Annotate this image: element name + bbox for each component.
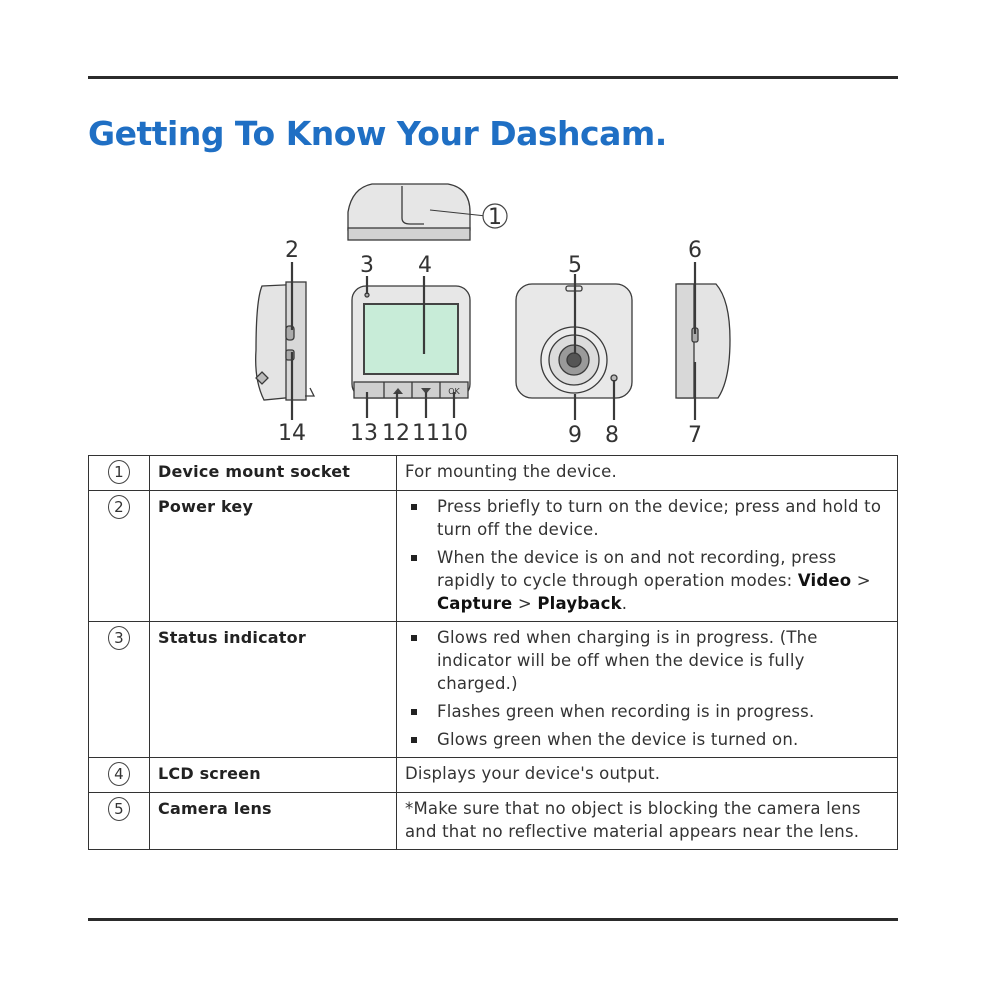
mode-playback: Playback <box>537 594 622 613</box>
bullet-item: When the device is on and not recording, press rapidly to cycle through operation modes: Video > Capture > Playback. <box>405 546 889 615</box>
callout-7: 7 <box>688 423 702 448</box>
callout-8: 8 <box>605 423 619 448</box>
callout-9: 9 <box>568 423 582 448</box>
component-description: *Make sure that no object is blocking the camera lens and that no reflective material appears near the lens. <box>397 793 898 850</box>
component-name: Device mount socket <box>150 456 397 491</box>
callout-12: 12 <box>382 421 410 446</box>
callout-4: 4 <box>418 253 432 278</box>
mode-video: Video <box>797 571 852 590</box>
bullet-item: Press briefly to turn on the device; press and hold to turn off the device. <box>405 495 889 541</box>
component-name: Camera lens <box>150 793 397 850</box>
table-row <box>89 456 898 491</box>
callout-14: 14 <box>278 421 306 446</box>
bullet-item: Glows red when charging is in progress. (The indicator will be off when the device is fully charged.) <box>405 626 889 695</box>
bullet-item: Flashes green when recording is in progress. <box>405 700 889 723</box>
component-name: Status indicator <box>150 622 397 758</box>
callout-3: 3 <box>360 253 374 278</box>
mode-capture: Capture <box>437 594 513 613</box>
component-name: LCD screen <box>150 758 397 793</box>
component-description: For mounting the device. <box>397 456 898 491</box>
bullet-list <box>405 495 889 615</box>
row-number: 4 <box>108 762 130 786</box>
callout-5: 5 <box>568 253 582 278</box>
component-name: Power key <box>150 491 397 622</box>
table-row <box>89 758 898 793</box>
table-row <box>89 491 898 622</box>
page-title: Getting To Know Your Dashcam. <box>88 114 667 153</box>
dashcam-diagram <box>240 178 740 450</box>
bullet-list <box>405 626 889 751</box>
bottom-rule <box>88 918 898 921</box>
row-number: 2 <box>108 495 130 519</box>
ok-button-label: OK <box>448 387 460 396</box>
table-row <box>89 793 898 850</box>
row-number: 3 <box>108 626 130 650</box>
component-description: Displays your device's output. <box>397 758 898 793</box>
callout-10: 10 <box>440 421 468 446</box>
callout-11: 11 <box>412 421 440 446</box>
component-table <box>88 455 898 850</box>
bullet-item: Glows green when the device is turned on. <box>405 728 889 751</box>
callout-6: 6 <box>688 238 702 263</box>
callout-13: 13 <box>350 421 378 446</box>
callout-1: 1 <box>488 205 502 230</box>
callout-2: 2 <box>285 238 299 263</box>
mount-top-view <box>348 184 470 230</box>
top-rule <box>88 76 898 79</box>
row-number: 1 <box>108 460 130 484</box>
table-row <box>89 622 898 758</box>
row-number: 5 <box>108 797 130 821</box>
